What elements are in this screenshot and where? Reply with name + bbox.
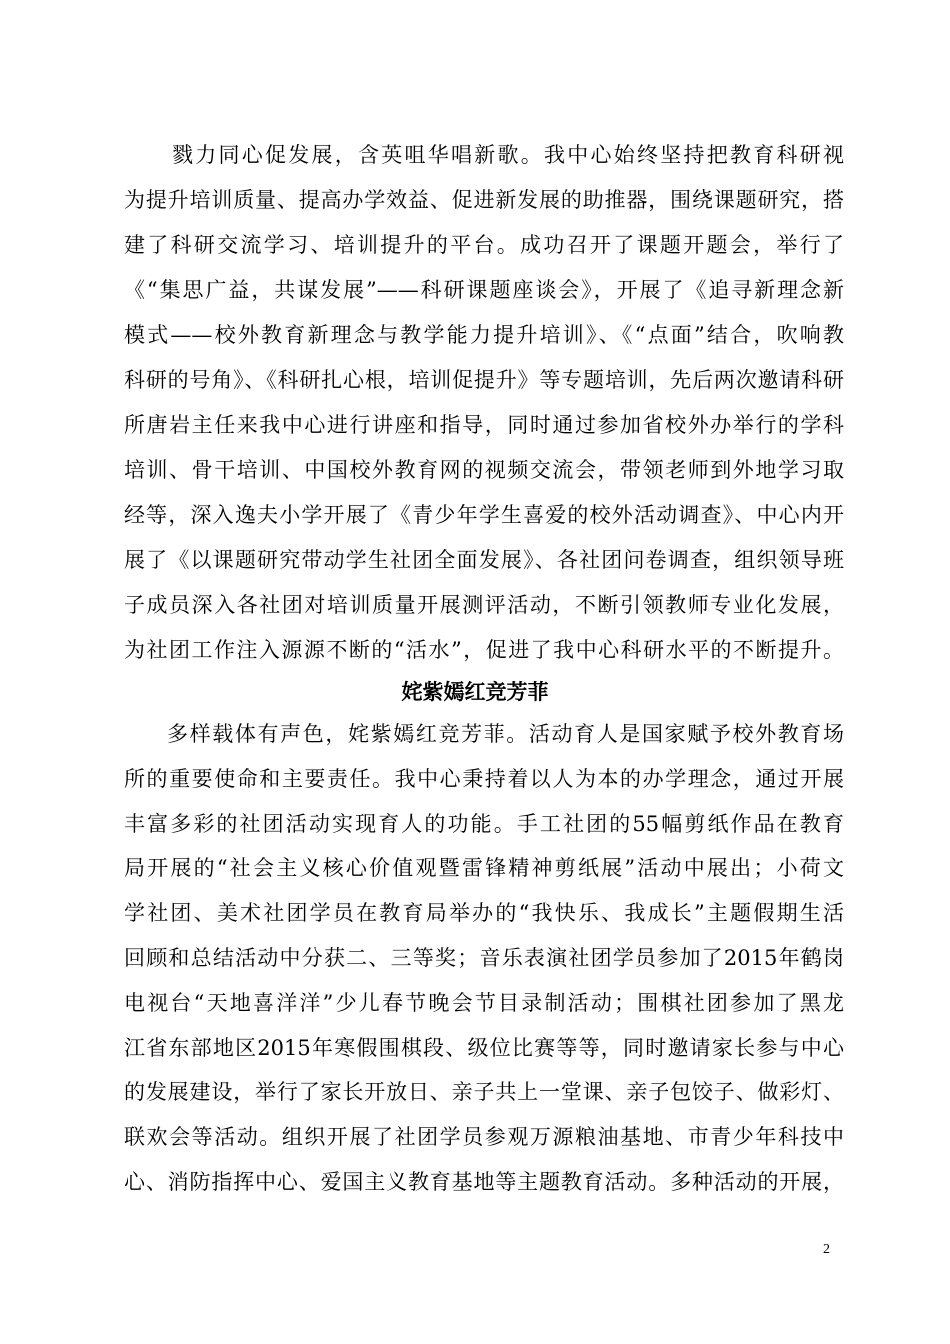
paragraph-line: 培训、骨干培训、中国校外教育网的视频交流会，带领老师到外地学习取 [124,458,844,482]
paragraph-line: 局开展的“社会主义核心价值观暨雷锋精神剪纸展”活动中展出；小荷文 [124,856,844,880]
paragraph-line: 为提升培训质量、提高办学效益、促进新发展的助推器，围绕课题研究，搭 [124,188,844,212]
paragraph-line: 为社团工作注入源源不断的“活水”，促进了我中心科研水平的不断提升。 [124,638,844,662]
paragraph-line: 戮力同心促发展，含英咀华唱新歌。我中心始终坚持把教育科研视 [172,143,844,167]
paragraph-line: 的发展建设，举行了家长开放日、亲子共上一堂课、亲子包饺子、做彩灯、 [124,1080,844,1104]
paragraph-line: 科研的号角》、《科研扎心根，培训促提升》等专题培训，先后两次邀请科研 [124,368,844,392]
paragraph-line: 建了科研交流学习、培训提升的平台。成功召开了课题开题会，举行了 [124,233,844,257]
paragraph-line: 江省东部地区2015年寒假围棋段、级位比赛等等，同时邀请家长参与中心 [124,1036,844,1060]
section-heading: 姹紫嫣红竞芳菲 [401,680,549,704]
paragraph-line: 学社团、美术社团学员在教育局举办的“我快乐、我成长”主题假期生活 [124,901,844,925]
paragraph-line: 《“集思广益，共谋发展”——科研课题座谈会》，开展了《追寻新理念新 [124,278,844,302]
paragraph-line: 联欢会等活动。组织开展了社团学员参观万源粮油基地、市青少年科技中 [124,1125,844,1149]
paragraph-line: 经等，深入逸夫小学开展了《青少年学生喜爱的校外活动调查》、中心内开 [124,503,844,527]
paragraph-line: 多样载体有声色，姹紫嫣红竞芳菲。活动育人是国家赋予校外教育场 [167,722,844,746]
paragraph-line: 电视台“天地喜洋洋”少儿春节晚会节目录制活动；围棋社团参加了黑龙 [124,991,844,1015]
paragraph-line: 所唐岩主任来我中心进行讲座和指导，同时通过参加省校外办举行的学科 [124,413,844,437]
paragraph-line: 模式——校外教育新理念与教学能力提升培训》、《“点面”结合，吹响教 [124,323,844,347]
paragraph-line: 丰富多彩的社团活动实现育人的功能。手工社团的55幅剪纸作品在教育 [124,812,844,836]
paragraph-line: 展了《以课题研究带动学生社团全面发展》、各社团问卷调查，组织领导班 [124,548,844,572]
paragraph-line: 所的重要使命和主要责任。我中心秉持着以人为本的办学理念，通过开展 [124,767,844,791]
paragraph-line: 子成员深入各社团对培训质量开展测评活动，不断引领教师专业化发展， [124,593,844,617]
page-number: 2 [823,1242,830,1257]
paragraph-line: 心、消防指挥中心、爱国主义教育基地等主题教育活动。多种活动的开展， [124,1170,844,1194]
paragraph-line: 回顾和总结活动中分获二、三等奖；音乐表演社团学员参加了2015年鹤岗 [124,946,844,970]
